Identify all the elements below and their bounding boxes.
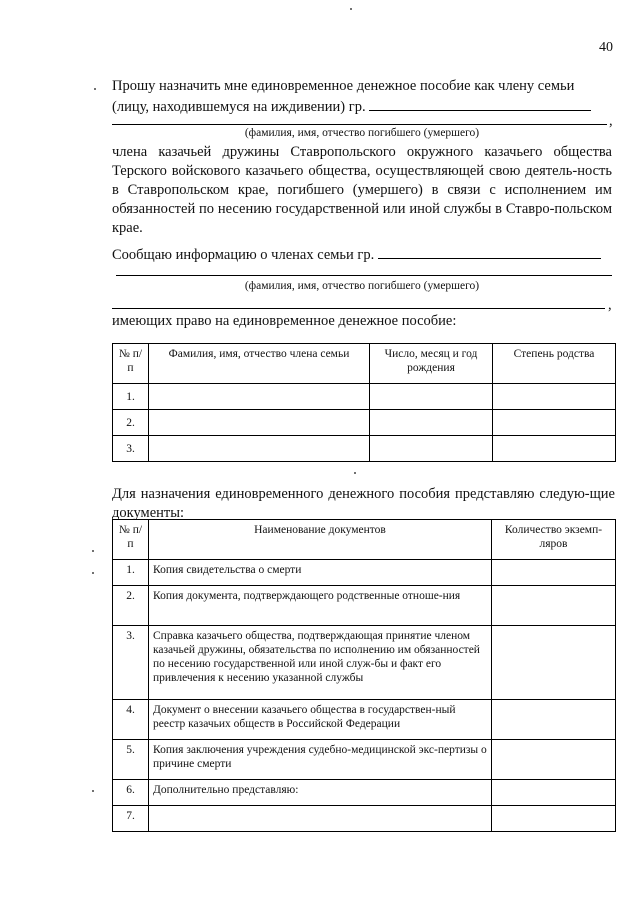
family-table-header <box>113 344 616 384</box>
header-copies: Количество экземп-ляров <box>492 520 616 560</box>
row-number: 2. <box>113 586 149 626</box>
copies-cell[interactable] <box>492 700 616 740</box>
relation-cell[interactable] <box>493 384 616 410</box>
table-row <box>113 626 616 700</box>
row-number: 1. <box>113 384 149 410</box>
table-row <box>113 780 616 806</box>
document-name: Копия заключения учреждения судебно-медицинской экс-пертизы о причине смерти <box>149 740 492 780</box>
header-birthdate: Число, месяц и год рождения <box>370 344 493 384</box>
copies-cell[interactable] <box>492 740 616 780</box>
row-number: 6. <box>113 780 149 806</box>
birthdate-cell[interactable] <box>370 384 493 410</box>
family-info-text: Сообщаю информацию о членах семьи гр. <box>112 247 375 263</box>
document-name: Справка казачьего общества, подтверждающая принятие членом казачьей дружины, обязательства по исполнению им обязанностей по несению государственной или иной служ-бы и факт его привлечения к несению указанной службы <box>149 626 492 700</box>
scan-dot <box>92 550 94 552</box>
family-name-fill-line-2[interactable] <box>116 275 612 276</box>
scan-dot <box>350 8 352 10</box>
scan-dot <box>354 472 356 474</box>
header-document-name: Наименование документов <box>149 520 492 560</box>
table-row <box>113 806 616 832</box>
table-row <box>113 384 616 410</box>
family-name-fill-line[interactable] <box>378 244 601 259</box>
row-number: 5. <box>113 740 149 780</box>
copies-cell[interactable] <box>492 780 616 806</box>
documents-table <box>112 519 616 832</box>
family-info-line-1 <box>112 244 612 265</box>
documents-table-header <box>113 520 616 560</box>
document-name[interactable] <box>149 806 492 832</box>
row-number: 2. <box>113 410 149 436</box>
name-caption: (фамилия, имя, отчество погибшего (умершего) <box>244 127 480 139</box>
fullname-cell[interactable] <box>149 436 370 462</box>
fullname-cell[interactable] <box>149 384 370 410</box>
family-name-caption: (фамилия, имя, отчество погибшего (умершего) <box>244 280 480 292</box>
comma-2: , <box>608 297 612 313</box>
request-line-2 <box>112 96 612 117</box>
header-number: № п/п <box>113 344 149 384</box>
document-name: Документ о внесении казачьего общества в государствен-ный реестр казачьих обществ в Российской Федерации <box>149 700 492 740</box>
copies-cell[interactable] <box>492 626 616 700</box>
header-number: № п/п <box>113 520 149 560</box>
row-number: 4. <box>113 700 149 740</box>
row-number: 3. <box>113 436 149 462</box>
document-name: Копия документа, подтверждающего родственные отноше-ния <box>149 586 492 626</box>
scan-dot <box>92 790 94 792</box>
header-fullname: Фамилия, имя, отчество члена семьи <box>149 344 370 384</box>
relation-cell[interactable] <box>493 436 616 462</box>
request-line-2-text: (лицу, находившемуся на иждивении) гр. <box>112 99 366 115</box>
page-number: 40 <box>599 40 613 55</box>
scan-dot <box>92 572 94 574</box>
table-row <box>113 436 616 462</box>
scan-dot <box>94 88 96 90</box>
request-line-1: Прошу назначить мне единовременное денежное пособие как члену семьи <box>112 78 575 94</box>
table-row <box>113 740 616 780</box>
table-row <box>113 586 616 626</box>
name-fill-line[interactable] <box>369 96 591 111</box>
fullname-cell[interactable] <box>149 410 370 436</box>
row-number: 3. <box>113 626 149 700</box>
birthdate-cell[interactable] <box>370 436 493 462</box>
documents-intro: Для назначения единовременного денежного пособия представляю следую-щие документы: <box>112 486 615 521</box>
family-table <box>112 343 616 462</box>
row-number: 1. <box>113 560 149 586</box>
row-number: 7. <box>113 806 149 832</box>
eligible-text: имеющих право на единовременное денежное пособие: <box>112 313 457 329</box>
relation-cell[interactable] <box>493 410 616 436</box>
header-relation: Степень родства <box>493 344 616 384</box>
document-name: Дополнительно представляю: <box>149 780 492 806</box>
copies-cell[interactable] <box>492 560 616 586</box>
copies-cell[interactable] <box>492 806 616 832</box>
copies-cell[interactable] <box>492 586 616 626</box>
family-name-fill-line-3[interactable] <box>112 308 605 309</box>
document-name: Копия свидетельства о смерти <box>149 560 492 586</box>
name-fill-line-2[interactable] <box>112 124 607 125</box>
table-row <box>113 560 616 586</box>
comma: , <box>609 113 613 129</box>
table-row <box>113 700 616 740</box>
birthdate-cell[interactable] <box>370 410 493 436</box>
table-row <box>113 410 616 436</box>
request-body: члена казачьей дружины Ставропольского окружного казачьего общества Терского войскового казачьего общества, осуществляющей свою деятель-ность в Ставропольском крае, погибшего (умершего) в связи с исполнением им обязанностей по несению государственной или иной службы в Ставро-польском крае. <box>112 144 612 236</box>
